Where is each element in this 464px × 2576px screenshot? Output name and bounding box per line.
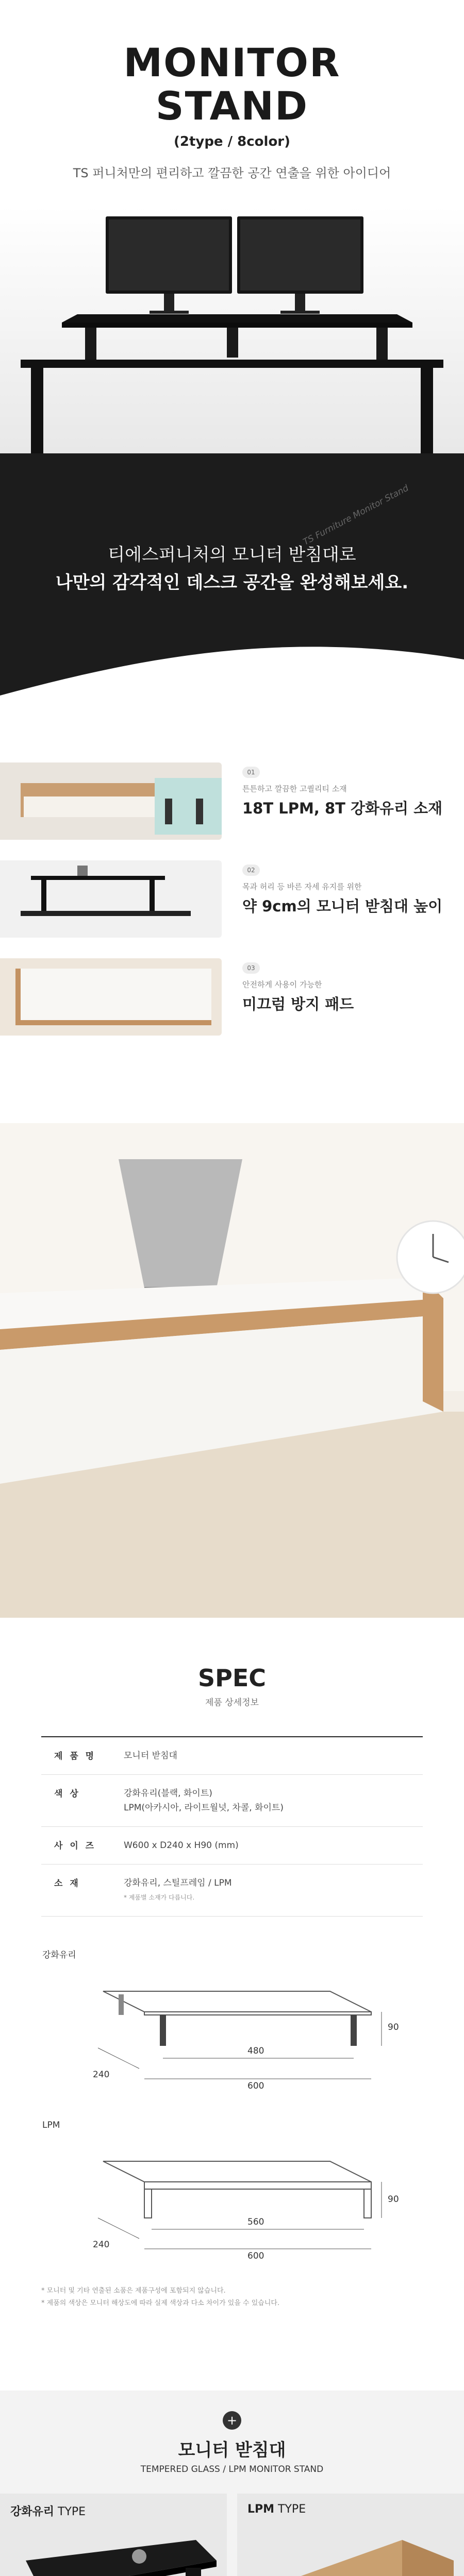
spec-value: W600 x D240 x H90 (mm)	[124, 1840, 239, 1851]
hero-subtitle: (2type / 8color)	[173, 134, 291, 149]
hero-tagline: TS 퍼니처만의 편리하고 깔끔한 공간 연출을 위한 아이디어	[73, 166, 391, 180]
spec-note: * 제품별 소재가 다릅니다.	[124, 1894, 195, 1901]
glass-type-name: 강화유리	[10, 2505, 55, 2518]
feature-number: 03	[242, 962, 260, 974]
spec-value: 강화유리(블랙, 화이트)	[124, 1788, 212, 1799]
intro-heading	[0, 453, 464, 597]
spec-row	[41, 1827, 423, 1865]
feature-caption: 안전하게 사용이 가능한	[242, 980, 322, 989]
spec-key: 제 품 명	[54, 1751, 96, 1761]
lpm-type-suffix: TYPE	[278, 2503, 306, 2516]
spec-title: SPEC	[197, 1664, 267, 1692]
lpm-type-name: LPM	[247, 2503, 275, 2516]
wood-stand-illustration	[0, 1123, 464, 1618]
spec-value-2: LPM(아카시아, 라이트월넛, 차콜, 화이트)	[124, 1803, 284, 1813]
lpm-dim-width: 600	[247, 2251, 264, 2261]
spec-table	[41, 1736, 423, 1917]
spec-value: 모니터 받침대	[124, 1751, 177, 1761]
wood-stand-photo	[0, 1123, 464, 1618]
feature-thumb-pad	[0, 958, 222, 1036]
lineup-section	[0, 2391, 464, 2576]
spec-value: 강화유리, 스틸프레임 / LPM	[124, 1878, 232, 1888]
lpm-dim-height: 90	[388, 2194, 399, 2205]
feature-headline: 18T LPM, 8T 강화유리 소재	[242, 800, 443, 817]
glass-diagram-label: 강화유리	[42, 1950, 76, 1960]
lineup-subtitle: TEMPERED GLASS / LPM MONITOR STAND	[140, 2464, 324, 2475]
feature-item	[0, 958, 464, 1046]
feature-caption: 목과 허리 등 바른 자세 유지를 위한	[242, 882, 362, 891]
feature-caption: 튼튼하고 깔끔한 고퀄리티 소재	[242, 784, 347, 793]
lpm-diagram-label: LPM	[42, 2120, 60, 2130]
feature-headline: 약 9cm의 모니터 받침대 높이	[242, 897, 443, 915]
feature-item	[0, 860, 464, 948]
intro-section	[0, 453, 464, 1123]
glass-stand-image	[10, 2530, 217, 2576]
lpm-stand-image	[247, 2530, 454, 2576]
glass-type-card[interactable]	[0, 2494, 227, 2576]
spec-key: 소 재	[54, 1878, 80, 1889]
glass-dim-depth: 240	[93, 2070, 110, 2080]
spec-section	[0, 1618, 464, 2391]
glass-dim-width: 600	[247, 2081, 264, 2091]
lpm-dim-depth: 240	[93, 2240, 110, 2250]
plus-icon: +	[223, 2411, 241, 2430]
glass-dimension-diagram	[41, 1971, 423, 2094]
intro-line2: 나만의 감각적인 데스크 공간을 완성해보세요.	[55, 572, 409, 593]
feature-item	[0, 762, 464, 850]
feature-number: 02	[242, 865, 260, 876]
spec-note-line: * 제품의 색상은 모니터 해상도에 따라 실제 색상과 다소 차이가 있을 수 있습니다.	[41, 2299, 280, 2307]
intro-script-decoration: TS Furniture Monitor Stand	[302, 483, 411, 548]
hero-title-line2: STAND	[155, 83, 309, 129]
spec-row	[41, 1775, 423, 1827]
feature-thumb-height	[0, 860, 222, 938]
lineup-title: 모니터 받침대	[178, 2440, 286, 2461]
spec-row	[41, 1737, 423, 1775]
glass-dim-inner-width: 480	[247, 2046, 264, 2056]
lpm-dim-inner-width: 560	[247, 2217, 264, 2227]
spec-note-line: * 모니터 및 기타 연출된 소품은 제품구성에 포함되지 않습니다.	[41, 2287, 226, 2295]
intro-line1: 티에스퍼니처의 모니터 받침대로	[108, 545, 356, 565]
spec-row	[41, 1865, 423, 1917]
glass-type-suffix: TYPE	[58, 2505, 86, 2518]
hero-title-line1: MONITOR	[123, 40, 341, 86]
lpm-dimension-diagram	[41, 2141, 423, 2264]
spec-key: 색 상	[54, 1789, 80, 1799]
spec-notes	[41, 2285, 423, 2310]
spec-key: 사 이 즈	[54, 1841, 96, 1851]
feature-thumb-material	[0, 762, 222, 840]
hero-section	[0, 0, 464, 453]
hero-desk-scene	[0, 206, 464, 453]
glass-dim-height: 90	[388, 2022, 399, 2032]
lpm-type-card[interactable]	[237, 2494, 464, 2576]
spec-subtitle: 제품 상세정보	[205, 1698, 259, 1708]
feature-number: 01	[242, 767, 260, 778]
hero-title	[0, 0, 464, 128]
feature-headline: 미끄럼 방지 패드	[242, 995, 354, 1013]
